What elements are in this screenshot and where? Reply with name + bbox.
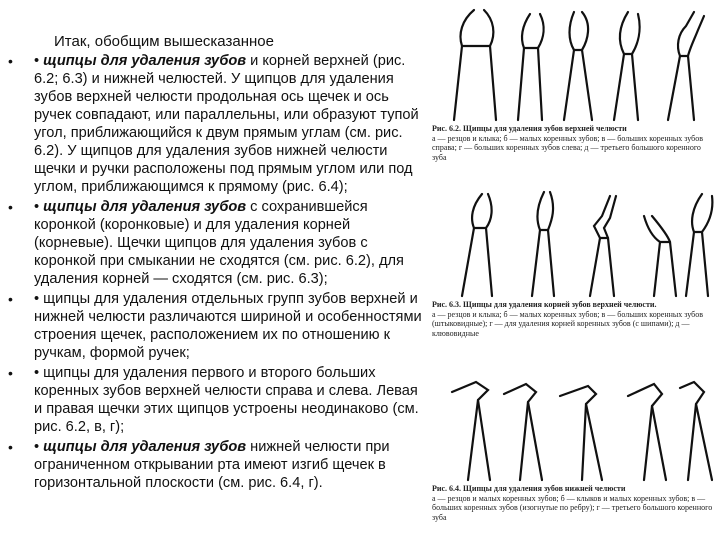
bullet-item bbox=[8, 364, 428, 436]
bullet-text: щипцы для удаления первого и второго больших коренных зубов верхней челюсти справа и слева. Левая и правая щечки этих щипцов устроены неодинаково (см. рис. 6.2, в, г); bbox=[34, 365, 419, 435]
bullet-prefix: • bbox=[34, 53, 44, 69]
figure-title: Рис. 6.3. Щипцы для удаления корней зубов верхней челюсти. bbox=[432, 300, 657, 309]
bullet-text: нижней челюсти при ограниченном открывании рта имеют изгиб щечек в горизонтальной плоскости (см. рис. 6.4, г). bbox=[34, 439, 390, 491]
figure-title: Рис. 6.2. Щипцы для удаления зубов верхней челюсти bbox=[432, 124, 627, 133]
bullet-marker: • bbox=[8, 365, 13, 381]
bullet-prefix: • bbox=[34, 291, 44, 307]
forceps-illustration-root-upper-jaw bbox=[432, 186, 716, 298]
bullet-prefix: • bbox=[34, 365, 44, 381]
bullet-emphasis: щипцы для удаления зубов bbox=[43, 439, 247, 455]
bullet-item bbox=[8, 198, 428, 288]
figure-title: Рис. 6.4. Щипцы для удаления зубов нижней челюсти bbox=[432, 484, 626, 493]
figure-6-3 bbox=[432, 186, 716, 338]
bullet-prefix: • bbox=[34, 439, 44, 455]
bullet-item bbox=[8, 438, 428, 492]
bullet-marker: • bbox=[8, 53, 13, 69]
bullet-marker: • bbox=[8, 291, 13, 307]
bullet-text: щипцы для удаления отдельных групп зубов верхней и нижней челюсти различаются шириной и особенностями строения щечек, расположением их по отношению к ручкам, формой ручек; bbox=[34, 291, 422, 361]
bullet-list bbox=[8, 52, 428, 492]
figure-6-2 bbox=[432, 4, 716, 162]
bullet-text: и корней верхней (рис. 6.2; 6.3) и нижней челюстей. У щипцов для удаления зубов верхней челюсти продольная ось щечек и ось ручек совпадают, или параллельны, или образуют тупой угол, приближающийся к двум прямым углам (см. рис. 6.2). У щипцов для удаления зубов нижней челюсти щечки и ручки расположены под прямым углом или под углом, приближающимся к прямому (рис. 6.4); bbox=[34, 53, 419, 195]
bullet-item bbox=[8, 290, 428, 362]
figure-caption: а — резцов и малых коренных зубов; б — клыков и малых коренных зубов; в — больших коренных зубов (изогнутые по ребру); г — третьего большого коренного зуба bbox=[432, 493, 713, 522]
bullet-item bbox=[8, 52, 428, 196]
forceps-illustration-upper-jaw bbox=[432, 4, 716, 122]
figure-6-4 bbox=[432, 374, 716, 522]
figure-caption: а — резцов и клыка; б — малых коренных зубов; в — больших коренных зубов справа; г — больших коренных зубов слева; д — третьего большого коренного зуба bbox=[432, 133, 704, 162]
forceps-illustration-lower-jaw bbox=[432, 374, 716, 482]
bullet-marker: • bbox=[8, 199, 13, 215]
bullet-marker: • bbox=[8, 439, 13, 455]
bullet-emphasis: щипцы для удаления зубов bbox=[43, 53, 247, 69]
figure-caption: а — резцов и клыка; б — малых коренных зубов; в — больших коренных зубов (штыковидные); г — для удаления корней коренных зубов (с шипами); д — клювовидные bbox=[432, 309, 704, 338]
bullet-emphasis: щипцы для удаления зубов bbox=[43, 199, 247, 215]
bullet-text: с сохранившейся коронкой (коронковые) и для удаления корней (корневые). Щечки щипцов для удаления зубов с коронкой при смыкании не сходятся (см. рис. 6.2), для удаления корней — сходятся (см. рис. 6.3); bbox=[34, 199, 404, 287]
slide-heading: Итак, обобщим вышесказанное bbox=[54, 33, 274, 50]
bullet-prefix: • bbox=[34, 199, 44, 215]
